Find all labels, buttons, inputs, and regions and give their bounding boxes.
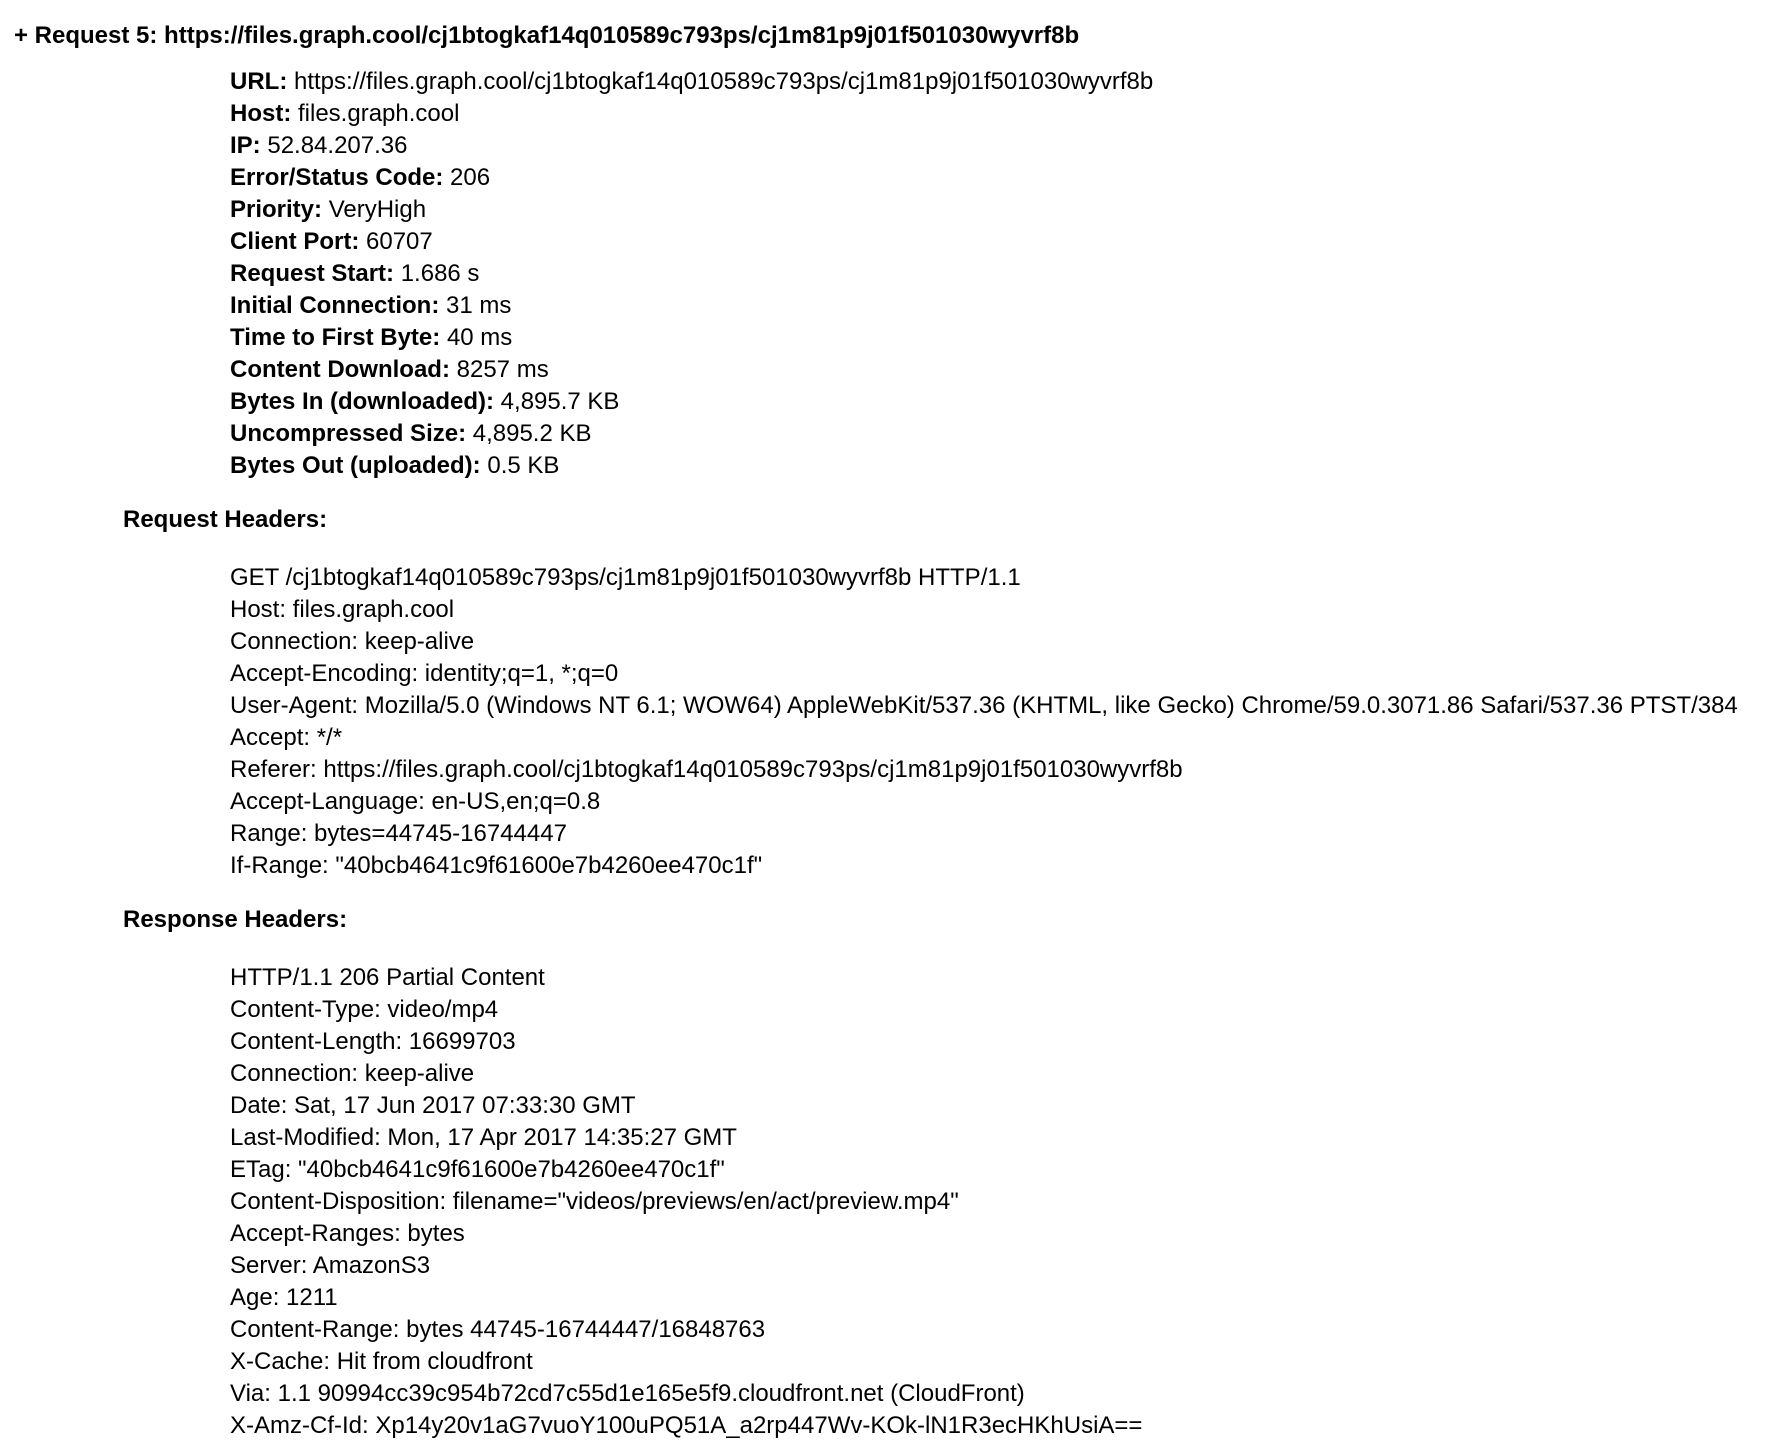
detail-value: files.graph.cool [298,100,460,127]
header-line: HTTP/1.1 206 Partial Content [230,964,545,991]
detail-label: Content Download: [230,356,450,383]
detail-row [230,290,1776,322]
header-line: If-Range: "40bcb4641c9f61600e7b4260ee470c1f" [230,852,763,879]
detail-value: VeryHigh [328,196,427,223]
detail-row [230,130,1776,162]
header-line: GET /cj1btogkaf14q010589c793ps/cj1m81p9j01f501030wyvrf8b HTTP/1.1 [230,564,1021,591]
header-line: Range: bytes=44745-16744447 [230,820,567,847]
detail-row [230,450,1776,482]
header-line: Via: 1.1 90994cc39c954b72cd7c55d1e165e5f9.cloudfront.net (CloudFront) [230,1380,1025,1407]
request-summary-details [230,66,1776,482]
header-line: User-Agent: Mozilla/5.0 (Windows NT 6.1; WOW64) AppleWebKit/537.36 (KHTML, like Gecko) Chrome/59.0.3071.86 Safari/537.36 PTST/384 [230,692,1738,719]
header-line: Accept: */* [230,724,343,751]
request-headers-list [230,562,1776,882]
detail-value: 52.84.207.36 [267,132,408,159]
detail-label: Client Port: [230,228,360,255]
detail-label: Bytes Out (uploaded): [230,452,481,479]
header-line: Content-Type: video/mp4 [230,996,499,1023]
detail-value: 206 [450,164,491,191]
detail-row [230,162,1776,194]
detail-row [230,354,1776,386]
detail-row [230,258,1776,290]
header-line: Server: AmazonS3 [230,1252,431,1279]
detail-value: 4,895.7 KB [500,388,620,415]
detail-label: URL: [230,68,288,95]
header-line: Content-Range: bytes 44745-16744447/16848763 [230,1316,766,1343]
detail-row [230,66,1776,98]
header-line: Date: Sat, 17 Jun 2017 07:33:30 GMT [230,1092,636,1119]
detail-row [230,418,1776,450]
header-line: Content-Length: 16699703 [230,1028,516,1055]
detail-value: 0.5 KB [487,452,560,479]
request-headers-heading: Request Headers: [123,506,328,533]
detail-value: 4,895.2 KB [472,420,592,447]
detail-label: Time to First Byte: [230,324,441,351]
header-line: Content-Disposition: filename="videos/previews/en/act/preview.mp4" [230,1188,959,1215]
header-line: Connection: keep-alive [230,628,475,655]
header-line: Accept-Encoding: identity;q=1, *;q=0 [230,660,619,687]
detail-row [230,194,1776,226]
header-line: ETag: "40bcb4641c9f61600e7b4260ee470c1f" [230,1156,725,1183]
header-line: Last-Modified: Mon, 17 Apr 2017 14:35:27 GMT [230,1124,737,1151]
detail-label: Error/Status Code: [230,164,444,191]
header-line: Age: 1211 [230,1284,338,1311]
detail-label: Priority: [230,196,323,223]
response-headers-heading: Response Headers: [123,906,348,933]
header-line: Accept-Language: en-US,en;q=0.8 [230,788,601,815]
detail-row [230,322,1776,354]
header-line: X-Amz-Cf-Id: Xp14y20v1aG7vuoY100uPQ51A_a2rp447Wv-KOk-lN1R3ecHKhUsiA== [230,1412,1143,1439]
header-line: Connection: keep-alive [230,1060,475,1087]
detail-value: 60707 [366,228,433,255]
header-line: X-Cache: Hit from cloudfront [230,1348,533,1375]
header-line: Accept-Ranges: bytes [230,1220,465,1247]
header-line: Referer: https://files.graph.cool/cj1btogkaf14q010589c793ps/cj1m81p9j01f501030wyvrf8b [230,756,1183,783]
request-expander-title[interactable]: + Request 5: https://files.graph.cool/cj1btogkaf14q010589c793ps/cj1m81p9j01f501030wyvrf8b [14,22,1080,49]
detail-row [230,386,1776,418]
detail-value: 40 ms [446,324,513,351]
detail-label: Uncompressed Size: [230,420,467,447]
detail-value: 8257 ms [456,356,549,383]
detail-value: 1.686 s [400,260,480,287]
detail-label: Host: [230,100,292,127]
detail-label: Request Start: [230,260,395,287]
header-line: Host: files.graph.cool [230,596,455,623]
detail-label: IP: [230,132,261,159]
detail-label: Initial Connection: [230,292,440,319]
detail-value: https://files.graph.cool/cj1btogkaf14q010589c793ps/cj1m81p9j01f501030wyvrf8b [294,68,1154,95]
detail-row [230,226,1776,258]
detail-row [230,98,1776,130]
response-headers-list [230,962,1776,1442]
detail-label: Bytes In (downloaded): [230,388,494,415]
detail-value: 31 ms [446,292,512,319]
